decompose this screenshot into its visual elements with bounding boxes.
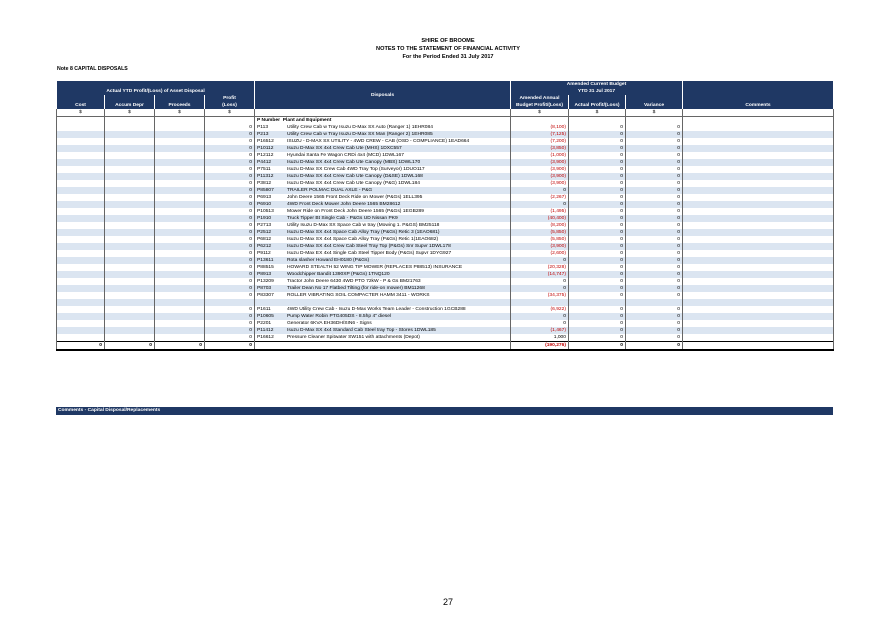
- row-profit: 0: [205, 264, 255, 271]
- table-row: [57, 285, 834, 292]
- row-actual: 0: [569, 131, 626, 138]
- row-profit: 0: [205, 285, 255, 292]
- row-budget: (7,125): [511, 131, 569, 138]
- row-budget: (8,200): [511, 222, 569, 229]
- table-row: [57, 131, 834, 138]
- row-budget: (3,900): [511, 159, 569, 166]
- row-description-cell: [255, 159, 511, 166]
- row-variance: 0: [626, 215, 683, 222]
- row-actual: 0: [569, 222, 626, 229]
- row-description-cell: [255, 285, 511, 292]
- row-profit: 0: [205, 313, 255, 320]
- row-actual: 0: [569, 215, 626, 222]
- row-description: HOWARD STEALTH 52 WING TIP MOWER (REPLACES P88513) INSURANCE: [287, 265, 463, 270]
- table-row: [57, 313, 834, 320]
- row-description: Isuzu D-Max EX 4x4 Single Cab Steel Tipper Body (P&Gs) Supvr 1DYG927: [287, 251, 452, 256]
- row-variance: 0: [626, 306, 683, 313]
- table-row: [57, 327, 834, 334]
- row-description-cell: [255, 180, 511, 187]
- row-budget: (1,467): [511, 327, 569, 334]
- row-profit: 0: [205, 222, 255, 229]
- row-actual: 0: [569, 187, 626, 194]
- row-description-cell: [255, 194, 511, 201]
- row-budget: (7,200): [511, 138, 569, 145]
- row-variance: 0: [626, 257, 683, 264]
- row-variance: 0: [626, 166, 683, 173]
- row-profit: [205, 299, 255, 306]
- capital-disposals-table: [56, 81, 834, 351]
- table-row: [57, 250, 834, 257]
- row-actual: 0: [569, 166, 626, 173]
- row-budget: (1,000): [511, 152, 569, 159]
- row-description-cell: [255, 278, 511, 285]
- row-actual: 0: [569, 334, 626, 342]
- row-description: Isuzu D-Max SX 4x4 Space Cab Alloy Tray (P&Gs) Retic 1(1EAO682): [287, 237, 439, 242]
- row-budget: (3,900): [511, 173, 569, 180]
- currency-variance: $: [626, 109, 683, 117]
- row-description: Isuzu D-Max SX 4x4 Crew Cab Ute Canopy (MBS) 1DWL170: [287, 160, 421, 165]
- total-accum: 0: [105, 342, 155, 351]
- row-budget: (1,495): [511, 208, 569, 215]
- row-actual: 0: [569, 292, 626, 299]
- row-profit: 0: [205, 257, 255, 264]
- row-profit: 0: [205, 138, 255, 145]
- row-pnumber: P3812: [257, 181, 272, 186]
- table-row: [57, 236, 834, 243]
- report-period: For the Period Ended 31 July 2017: [402, 54, 494, 60]
- row-pnumber: P7511: [257, 167, 271, 172]
- row-description-cell: [255, 271, 511, 278]
- table-row: [57, 201, 834, 208]
- table-row: [57, 320, 834, 327]
- total-variance: 0: [626, 342, 683, 351]
- row-variance: 0: [626, 285, 683, 292]
- row-pnumber: P2201: [257, 321, 272, 326]
- row-description: Isuzu D-Max SX 4x4 Crew Cab Ute Canopy (D&SE) 1DWL168: [287, 174, 423, 179]
- row-profit: 0: [205, 159, 255, 166]
- row-profit: 0: [205, 173, 255, 180]
- table-row: [57, 145, 834, 152]
- group-amended-budget: Amended Current Budget: [511, 81, 683, 88]
- row-description: 4WD Front Deck Mower John Deere 1565 BM28612: [287, 202, 401, 207]
- row-description: 4WD Utility Crew Cab - Isuzu D-Max Works Team Leader - Construction 1GCB288: [287, 307, 466, 312]
- row-description: Pressure Cleaner Spitwater SW151 with attachments (Depot): [287, 335, 420, 340]
- table-body: [57, 109, 834, 342]
- row-description: Isuzu D-Max SX 4x4 Space Cab Alloy Tray (P&Gs) Retic 3 (1EAO681): [287, 230, 440, 235]
- row-description-cell: [255, 264, 511, 271]
- row-description: Mower Ride on Front Deck John Deere 1565 (P&Gs) 1EGB289: [287, 209, 425, 214]
- row-variance: 0: [626, 222, 683, 229]
- row-pnumber: P11412: [257, 328, 274, 333]
- row-profit: 0: [205, 278, 255, 285]
- table-row: [57, 243, 834, 250]
- table-row: [57, 166, 834, 173]
- row-actual: 0: [569, 264, 626, 271]
- row-profit: 0: [205, 201, 255, 208]
- row-profit: 0: [205, 327, 255, 334]
- row-actual: 0: [569, 306, 626, 313]
- row-pnumber: P85807: [257, 188, 274, 193]
- row-description: Utility Isuzu D-Max SX Space Cab w tray (Mowing 1. P&GS) BM25118: [287, 223, 440, 228]
- row-description-cell: [255, 152, 511, 159]
- row-profit: 0: [205, 292, 255, 299]
- row-pnumber: P6910: [257, 202, 272, 207]
- row-budget: (8,100): [511, 124, 569, 131]
- currency-budget: $: [511, 109, 569, 117]
- row-description-cell: [255, 327, 511, 334]
- table-row: [57, 306, 834, 313]
- row-variance: 0: [626, 208, 683, 215]
- row-actual: 0: [569, 124, 626, 131]
- row-pnumber: P8913: [257, 272, 272, 277]
- group-ytd: YTD 31 Jul 2017: [511, 88, 683, 95]
- row-pnumber: P6212: [257, 244, 272, 249]
- table-row: [57, 152, 834, 159]
- total-proceeds: 0: [155, 342, 205, 351]
- row-variance: 0: [626, 320, 683, 327]
- row-description: Woodchipper Bandit 1390XP (P&Gs) 1TNQ120: [287, 272, 390, 277]
- row-description-cell: [255, 166, 511, 173]
- row-variance: 0: [626, 313, 683, 320]
- table-row: [57, 271, 834, 278]
- table-header: [57, 81, 834, 109]
- row-actual: 0: [569, 236, 626, 243]
- pnumber-label: P Number: [257, 118, 281, 123]
- row-description-cell: [255, 201, 511, 208]
- table-row: [57, 292, 834, 299]
- row-description-cell: [255, 222, 511, 229]
- row-pnumber: P6812: [257, 237, 272, 242]
- row-pnumber: P1910: [257, 216, 272, 221]
- row-variance: 0: [626, 145, 683, 152]
- page-number: 27: [442, 597, 453, 607]
- row-budget: 1,000: [511, 334, 569, 342]
- row-actual: 0: [569, 250, 626, 257]
- row-budget: (3,900): [511, 243, 569, 250]
- currency-row: [57, 109, 834, 117]
- row-profit: 0: [205, 194, 255, 201]
- row-budget: (14,747): [511, 271, 569, 278]
- currency-cost: $: [57, 109, 105, 117]
- row-pnumber: P16512: [257, 139, 274, 144]
- row-actual: 0: [569, 159, 626, 166]
- row-actual: 0: [569, 327, 626, 334]
- row-description-cell: [255, 229, 511, 236]
- row-description: Trailer Dean No 17 Flatbed Tilting (for ride-on mower) BM11268: [287, 286, 425, 291]
- row-actual: 0: [569, 257, 626, 264]
- row-variance: 0: [626, 180, 683, 187]
- row-description-cell: [255, 131, 511, 138]
- row-description-cell: [255, 292, 511, 299]
- col-disposals: Disposals: [255, 81, 511, 109]
- row-pnumber: P12112: [257, 153, 274, 158]
- org-name: SHIRE OF BROOME: [421, 38, 475, 44]
- row-actual: 0: [569, 208, 626, 215]
- row-profit: 0: [205, 131, 255, 138]
- row-profit: 0: [205, 236, 255, 243]
- row-description: Rota slasher Howard EH0180 (P&Gs): [287, 258, 370, 263]
- row-variance: 0: [626, 264, 683, 271]
- row-description: Isuzu D-Max SX 4x4 Standard Cab Steel tray Top - Stores 1DWL185: [287, 328, 436, 333]
- row-description: Isuzu D-Max SX 4x4 Crew Cab Ute (MHS) 1DXC557: [287, 146, 402, 151]
- row-variance: 0: [626, 187, 683, 194]
- row-profit: 0: [205, 152, 255, 159]
- row-profit: 0: [205, 243, 255, 250]
- row-description-cell: [255, 334, 511, 342]
- row-pnumber: P8703: [257, 286, 272, 291]
- row-variance: 0: [626, 131, 683, 138]
- row-budget: 0: [511, 313, 569, 320]
- row-variance: 0: [626, 243, 683, 250]
- row-pnumber: P1611: [257, 307, 271, 312]
- row-budget: (6,922): [511, 306, 569, 313]
- row-variance: 0: [626, 278, 683, 285]
- row-description-cell: [255, 208, 511, 215]
- row-description: Hyundai Santa Fe Wagon CRDi 4x4 (MCD) 1DWL167: [287, 153, 404, 158]
- row-description: Utility Crew Cab w Tray Isuzu D-Max SX Auto (Ranger 1) 1EHR084: [287, 125, 433, 130]
- row-description-cell: [255, 313, 511, 320]
- row-variance: 0: [626, 229, 683, 236]
- row-pnumber: P10513: [257, 209, 274, 214]
- row-profit: 0: [205, 334, 255, 342]
- row-pnumber: P213: [257, 132, 269, 137]
- col-profit: Profit (Loss): [205, 95, 255, 109]
- col-accum-depr: Accum Depr: [105, 102, 155, 109]
- row-description-cell: [255, 236, 511, 243]
- row-profit: 0: [205, 215, 255, 222]
- row-budget: (3,850): [511, 145, 569, 152]
- row-description: Isuzu D-Max SX 4x4 Crew Cab Steel Tray Top (P&Gs) Snr Supvr 1DWL178: [287, 244, 451, 249]
- row-actual: 0: [569, 243, 626, 250]
- currency-actual: $: [569, 109, 626, 117]
- col-cost: Cost: [57, 102, 105, 109]
- row-pnumber: P9112: [257, 251, 271, 256]
- row-variance: 0: [626, 250, 683, 257]
- table-row: [57, 215, 834, 222]
- row-variance: 0: [626, 327, 683, 334]
- row-description: ROLLER VIBRATING SOIL COMPACTER HAMM 3411 - WORKS: [287, 293, 430, 298]
- row-pnumber: P10605: [257, 314, 274, 319]
- row-profit: 0: [205, 166, 255, 173]
- note-title: Note 8 CAPITAL DISPOSALS: [57, 66, 128, 72]
- row-description-cell: [255, 320, 511, 327]
- table-row: [57, 257, 834, 264]
- row-actual: 0: [569, 285, 626, 292]
- row-profit: 0: [205, 145, 255, 152]
- row-description: Tractor John Deere 6430 4WD PTO 72kW - P & Gs BM21763: [287, 279, 421, 284]
- total-budget: (190,276): [511, 342, 569, 351]
- row-description-cell: [255, 243, 511, 250]
- table-row: [57, 187, 834, 194]
- row-description-cell: [255, 124, 511, 131]
- row-pnumber: P11312: [257, 174, 274, 179]
- row-actual: 0: [569, 138, 626, 145]
- row-description: Utility Crew Cab w Tray Isuzu D-Max SX Man (Ranger 2) 1EHR085: [287, 132, 433, 137]
- row-actual: 0: [569, 201, 626, 208]
- table-row: [57, 180, 834, 187]
- row-budget: (5,850): [511, 229, 569, 236]
- row-pnumber: P88515: [257, 265, 274, 270]
- table-row: [57, 222, 834, 229]
- section-label: Plant and Equipment: [282, 118, 332, 123]
- row-description: John Deere 1565 Front Deck Ride on Mower (P&Gs) 1ELL395: [287, 195, 423, 200]
- row-variance: 0: [626, 334, 683, 342]
- row-actual: 0: [569, 320, 626, 327]
- row-actual: 0: [569, 313, 626, 320]
- table-row: [57, 229, 834, 236]
- row-variance: 0: [626, 236, 683, 243]
- comments-bar: Comments - Capital Disposal/Replacements: [56, 407, 833, 415]
- row-description: TRAILER POLMAC DUAL AXLE - P&G: [287, 188, 373, 193]
- row-pnumber: P2713: [257, 223, 272, 228]
- row-budget: (40,400): [511, 215, 569, 222]
- total-actual: 0: [569, 342, 626, 351]
- row-description: Pump Water Robin PTG405DS - 8.5hp 4" diesel: [287, 314, 392, 319]
- col-proceeds: Proceeds: [155, 102, 205, 109]
- table-row: [57, 278, 834, 285]
- row-variance: 0: [626, 159, 683, 166]
- col-comments: Comments: [683, 81, 834, 109]
- row-budget: 0: [511, 278, 569, 285]
- group-actual-ytd: Actual YTD Profit/(Loss) of Asset Disposal: [57, 81, 255, 95]
- table-row: [57, 138, 834, 145]
- row-description-cell: [255, 257, 511, 264]
- row-description-cell: [255, 306, 511, 313]
- report-title: NOTES TO THE STATEMENT OF FINANCIAL ACTIVITY: [376, 46, 520, 52]
- row-description: ISUZU - D-MAX SX UTILITY - 4WD CREW - CAB (OSD - COMPLIANCE) 1EAD664: [287, 139, 470, 144]
- table-row: [57, 194, 834, 201]
- row-description-cell: [255, 145, 511, 152]
- row-budget: 0: [511, 201, 569, 208]
- row-description-cell: [255, 187, 511, 194]
- row-actual: 0: [569, 229, 626, 236]
- row-profit: 0: [205, 306, 255, 313]
- row-budget: 0: [511, 187, 569, 194]
- currency-proceeds: $: [155, 109, 205, 117]
- table-row: [57, 124, 834, 131]
- row-profit: 0: [205, 187, 255, 194]
- row-variance: 0: [626, 194, 683, 201]
- row-description-cell: [255, 138, 511, 145]
- row-actual: 0: [569, 152, 626, 159]
- row-description-cell: [255, 250, 511, 257]
- row-actual: 0: [569, 194, 626, 201]
- row-description-cell: [255, 173, 511, 180]
- row-budget: 0: [511, 320, 569, 327]
- row-budget: 0: [511, 285, 569, 292]
- currency-profit: $: [205, 109, 255, 117]
- table-row: [57, 299, 834, 306]
- row-description: Truck Tipper Bt Single Cab - P&Gs UD Nissan PK9: [287, 216, 398, 221]
- row-description: Generator 6KVA EH36DH/SIN6 - Signs: [287, 321, 372, 326]
- row-actual: 0: [569, 180, 626, 187]
- row-budget: (20,328): [511, 264, 569, 271]
- row-variance: 0: [626, 201, 683, 208]
- row-profit: 0: [205, 320, 255, 327]
- row-actual: 0: [569, 173, 626, 180]
- row-pnumber: P13611: [257, 258, 274, 263]
- row-variance: [626, 299, 683, 306]
- row-profit: 0: [205, 208, 255, 215]
- table-row: [57, 208, 834, 215]
- row-variance: 0: [626, 271, 683, 278]
- row-variance: 0: [626, 138, 683, 145]
- row-pnumber: P16612: [257, 335, 274, 340]
- row-pnumber: P10112: [257, 146, 274, 151]
- row-pnumber: P6913: [257, 195, 272, 200]
- col-variance: Variance: [626, 95, 683, 109]
- row-variance: 0: [626, 173, 683, 180]
- row-variance: 0: [626, 292, 683, 299]
- row-budget: (3,900): [511, 166, 569, 173]
- row-budget: (2,600): [511, 250, 569, 257]
- row-variance: 0: [626, 152, 683, 159]
- currency-accum: $: [105, 109, 155, 117]
- row-pnumber: P13209: [257, 279, 274, 284]
- row-budget: [511, 299, 569, 306]
- row-pnumber: P2512: [257, 230, 272, 235]
- total-cost: 0: [57, 342, 105, 351]
- section-row: [57, 117, 834, 125]
- row-description: Isuzu D-Max SX 4x4 Crew Cab Ute Canopy (P&G) 1DWL184: [287, 181, 420, 186]
- row-pnumber: P83307: [257, 293, 274, 298]
- row-actual: 0: [569, 271, 626, 278]
- row-budget: (3,900): [511, 180, 569, 187]
- row-description: Isuzu D-Max SX Crew Cab 4WD Tray Top (Surveyor) 1DUO117: [287, 167, 425, 172]
- row-budget: (5,850): [511, 236, 569, 243]
- row-actual: 0: [569, 145, 626, 152]
- row-budget: (34,375): [511, 292, 569, 299]
- row-actual: 0: [569, 278, 626, 285]
- row-description-cell: [255, 215, 511, 222]
- row-budget: (2,267): [511, 194, 569, 201]
- row-actual: [569, 299, 626, 306]
- row-profit: 0: [205, 124, 255, 131]
- row-pnumber: P4412: [257, 160, 272, 165]
- table-row: [57, 159, 834, 166]
- total-profit: 0: [205, 342, 255, 351]
- row-pnumber: P113: [257, 125, 269, 130]
- row-variance: 0: [626, 124, 683, 131]
- row-profit: 0: [205, 180, 255, 187]
- row-profit: 0: [205, 229, 255, 236]
- table-row: [57, 334, 834, 342]
- row-budget: 0: [511, 257, 569, 264]
- row-description-cell: [255, 299, 511, 306]
- col-actual: Actual Profit/(Loss): [569, 95, 626, 109]
- totals-row: [57, 342, 834, 351]
- table-row: [57, 173, 834, 180]
- row-profit: 0: [205, 250, 255, 257]
- col-amended-budget: Amended Annual Budget Profit/(Loss): [511, 95, 569, 109]
- table-row: [57, 264, 834, 271]
- row-profit: 0: [205, 271, 255, 278]
